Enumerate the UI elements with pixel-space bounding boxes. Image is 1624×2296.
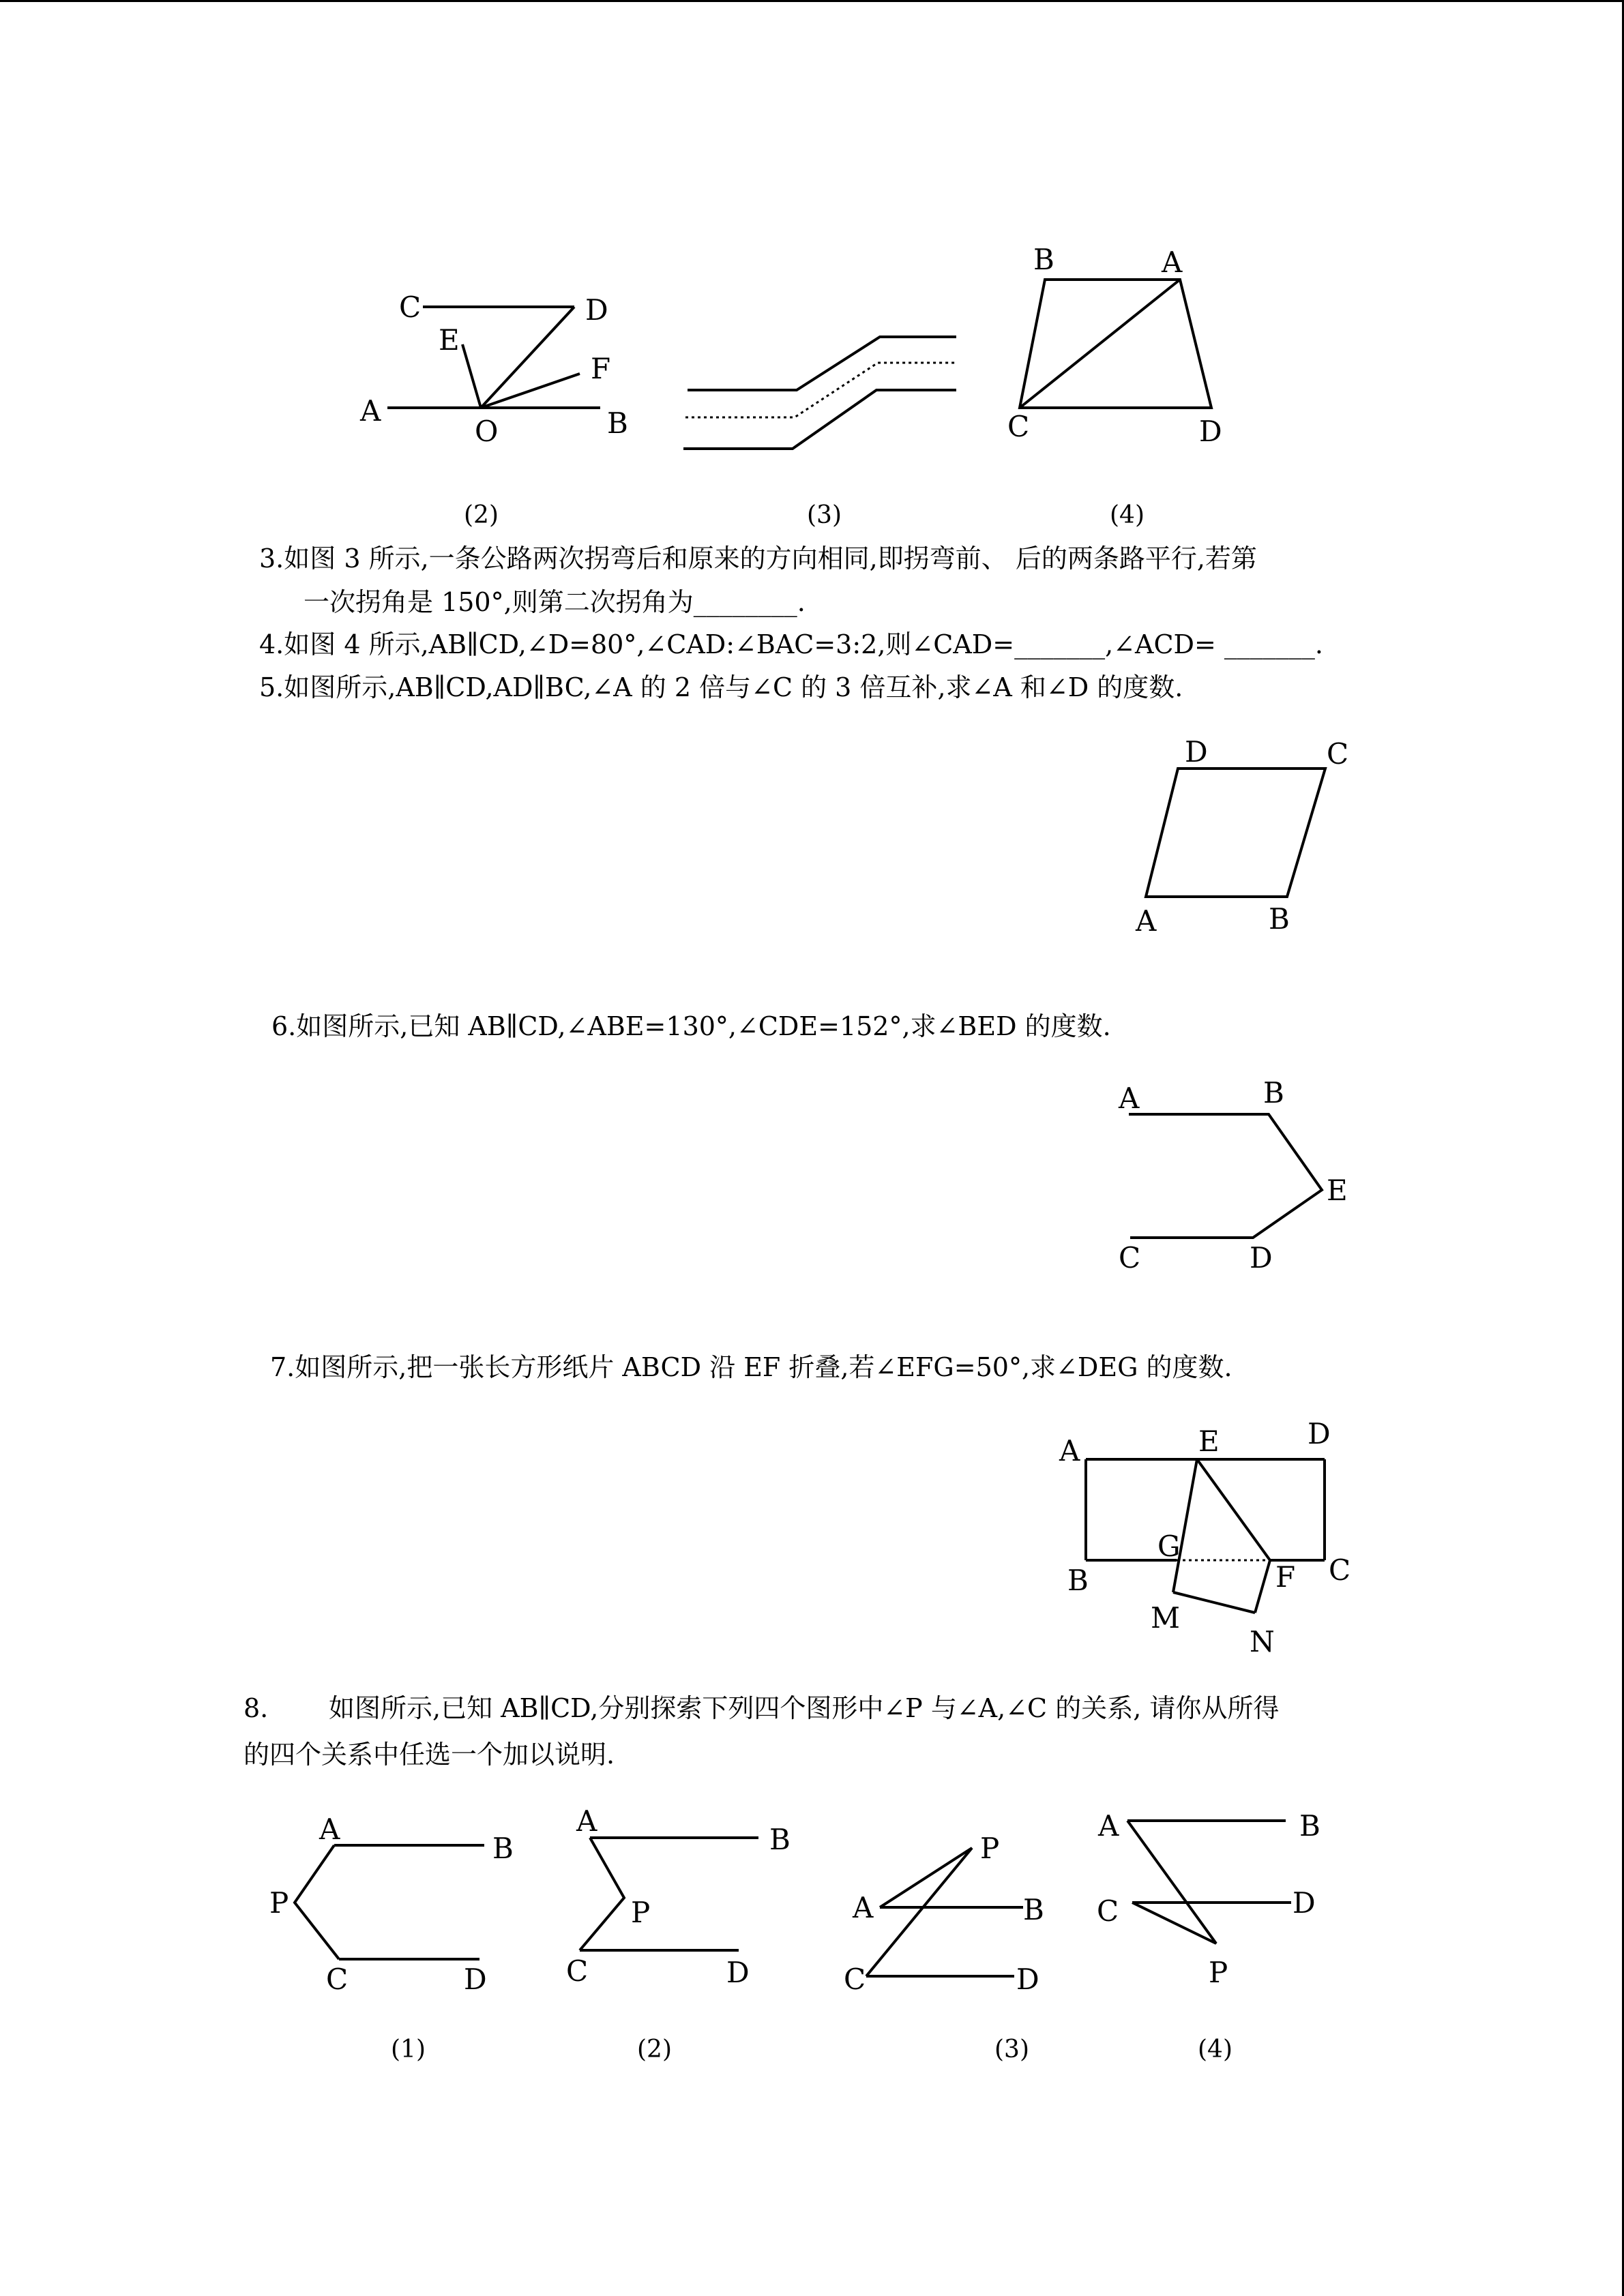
q7-fig-label-N: N: [1250, 1625, 1275, 1658]
top-fig4-label-C: C: [1007, 410, 1030, 443]
q8-fig3-label-B: B: [1023, 1893, 1044, 1926]
q8-fig2-label-B: B: [769, 1823, 791, 1856]
question-4: 4.如图 4 所示,AB∥CD,∠D=80°,∠CAD:∠BAC=3:2,则∠CAD=_______,∠ACD= _______.: [259, 629, 1323, 659]
road-lower-edge: [683, 390, 956, 449]
q6-fig-label-B: B: [1263, 1076, 1284, 1109]
q7-fig-label-D: D: [1308, 1417, 1331, 1450]
top-fig2-label-F: F: [591, 352, 611, 385]
q8-fig4-label-P: P: [1209, 1956, 1228, 1989]
question-8-number: 8.: [243, 1693, 269, 1723]
fold-line-EF: [1197, 1459, 1270, 1560]
q8-fig2-label-C: C: [566, 1954, 589, 1988]
q6-fig-label-D: D: [1250, 1241, 1273, 1274]
folded-edge-MN: [1173, 1592, 1255, 1613]
q6-figure-lines: [1129, 1114, 1322, 1238]
q7-fig-label-A: A: [1059, 1434, 1080, 1467]
path-A-P-C: [580, 1838, 624, 1950]
path-A-P-C: [295, 1845, 339, 1959]
q8-fig2-caption: (2): [637, 2036, 672, 2063]
top-fig2-label-E: E: [439, 323, 460, 357]
top-figure-3-road: [683, 337, 956, 449]
q8-fig3-label-P: P: [980, 1832, 1000, 1865]
question-8-line-1: 如图所示,已知 AB∥CD,分别探索下列四个图形中∠P 与∠A,∠C 的关系, 请你从所得: [329, 1693, 1280, 1723]
q8-figure-2-lines: [580, 1838, 758, 1950]
q8-fig3-label-A: A: [853, 1891, 874, 1924]
path-A-B-E-D-C: [1129, 1114, 1322, 1238]
q8-fig1-label-B: B: [492, 1832, 514, 1865]
q8-figure-4-lines: [1127, 1821, 1291, 1943]
top-fig2-label-D: D: [585, 293, 608, 327]
q6-fig-label-A: A: [1119, 1082, 1140, 1115]
line-AC: [1020, 280, 1180, 408]
q7-fig-label-G: G: [1157, 1530, 1181, 1563]
q6-fig-label-E: E: [1327, 1174, 1348, 1207]
q8-fig2-label-A: A: [576, 1804, 597, 1838]
q8-fig1-label-A: A: [319, 1813, 340, 1846]
q5-fig-label-B: B: [1269, 902, 1290, 936]
q8-fig4-label-A: A: [1098, 1809, 1119, 1843]
folded-edge-NF: [1255, 1560, 1270, 1613]
top-fig2-caption: (2): [464, 501, 499, 529]
line-OE: [462, 344, 481, 408]
top-fig4-caption: (4): [1110, 501, 1145, 529]
top-fig2-label-B: B: [607, 406, 628, 440]
top-fig2-label-O: O: [475, 415, 499, 448]
q5-fig-label-D: D: [1185, 735, 1208, 769]
top-fig2-label-C: C: [399, 290, 422, 324]
q7-fig-label-F: F: [1275, 1560, 1296, 1594]
q8-fig4-label-C: C: [1097, 1894, 1119, 1928]
path-A-P-C: [1127, 1821, 1216, 1943]
q6-fig-label-C: C: [1119, 1241, 1141, 1274]
q8-fig4-label-D: D: [1293, 1886, 1316, 1920]
q5-figure-lines: [1146, 769, 1325, 897]
q7-fig-label-C: C: [1329, 1553, 1351, 1587]
folded-edge-EM: [1173, 1459, 1197, 1592]
question-5: 5.如图所示,AB∥CD,AD∥BC,∠A 的 2 倍与∠C 的 3 倍互补,求∠A 和∠D 的度数.: [259, 672, 1183, 702]
q8-fig1-label-P: P: [269, 1886, 289, 1920]
q8-fig1-label-D: D: [464, 1963, 487, 1996]
top-fig4-label-A: A: [1162, 245, 1183, 279]
q7-fig-label-M: M: [1151, 1601, 1181, 1635]
q8-fig2-label-D: D: [726, 1956, 750, 1989]
parallelogram-ABCD: [1146, 769, 1325, 897]
q8-fig3-caption: (3): [994, 2036, 1029, 2063]
q5-fig-label-C: C: [1327, 737, 1349, 771]
top-fig4-label-D: D: [1199, 415, 1222, 448]
q8-fig2-label-P: P: [631, 1896, 651, 1929]
q8-fig1-caption: (1): [391, 2036, 426, 2063]
top-fig4-label-B: B: [1033, 243, 1054, 276]
q7-fig-label-B: B: [1067, 1564, 1089, 1597]
question-3-line-1: 3.如图 3 所示,一条公路两次拐弯后和原来的方向相同,即拐弯前、 后的两条路平行,若第: [259, 543, 1257, 573]
q8-fig3-label-D: D: [1016, 1963, 1039, 1996]
q8-fig4-label-B: B: [1299, 1809, 1320, 1843]
question-3-line-2: 一次拐角是 150°,则第二次拐角为________.: [304, 587, 806, 617]
q8-fig4-caption: (4): [1198, 2036, 1232, 2063]
top-fig2-label-A: A: [360, 394, 381, 428]
q5-fig-label-A: A: [1136, 904, 1157, 938]
top-fig3-caption: (3): [807, 501, 842, 529]
top-figure-4-lines: [1020, 280, 1211, 408]
q7-fig-label-E: E: [1198, 1425, 1220, 1458]
trapezoid-ABDC: [1020, 280, 1211, 408]
q8-figure-1-lines: [295, 1845, 484, 1959]
question-7: 7.如图所示,把一张长方形纸片 ABCD 沿 EF 折叠,若∠EFG=50°,求∠DEG 的度数.: [270, 1352, 1232, 1382]
q8-fig3-label-C: C: [844, 1963, 866, 1996]
question-8-line-2: 的四个关系中任选一个加以说明.: [243, 1740, 615, 1770]
path-A-P-C: [866, 1848, 972, 1976]
q8-figure-3-lines: [866, 1848, 1023, 1976]
q8-fig1-label-C: C: [326, 1963, 349, 1996]
question-6: 6.如图所示,已知 AB∥CD,∠ABE=130°,∠CDE=152°,求∠BED 的度数.: [271, 1011, 1111, 1041]
